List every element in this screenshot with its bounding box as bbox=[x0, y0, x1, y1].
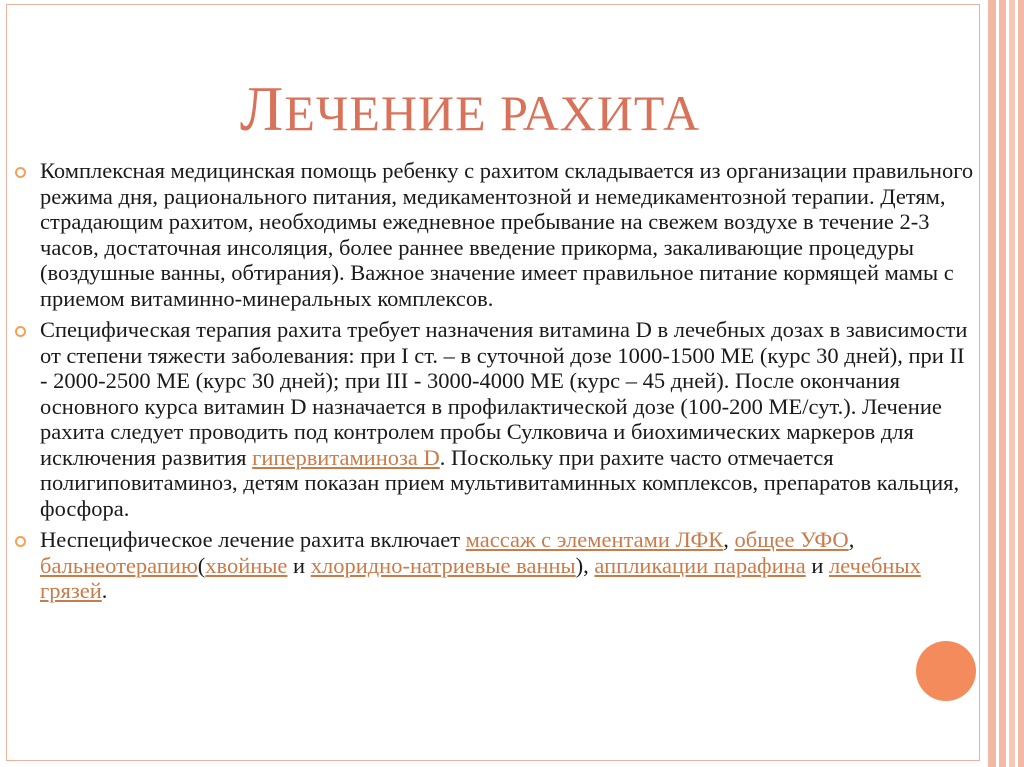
link-mud-therapy[interactable]: лечебных грязей bbox=[40, 552, 921, 603]
link-paraffin[interactable]: аппликации парафина bbox=[594, 552, 806, 578]
decorative-circle bbox=[916, 641, 976, 701]
paragraph-2-text-after: . Поскольку при рахите часто отмечается полигиповитаминоз, детям показан прием мультивитаминных комплексов, препаратов кальция, фосфора. bbox=[40, 444, 960, 521]
separator-and-1: и bbox=[287, 552, 311, 578]
decorative-stripes bbox=[984, 0, 1024, 767]
paragraph-1-text: Комплексная медицинская помощь ребенку с рахитом складывается из организации правильного режима дня, рационального питания, медикаментозной и немедикаментозной терапии. Детям, страдающим рахитом, необходимы ежедневное пребывание на свежем воздухе в течение 2-3 часов, достаточная инсоляция, более раннее введение прикорма, закаливающие процедуры (воздушные ванны, обтирания). Важное значение имеет правильное питание кормящей мамы с приемом витаминно-минеральных комплексов. bbox=[40, 158, 974, 311]
title-rest: ЕЧЕНИЕ РАХИТА bbox=[284, 85, 701, 141]
paragraph-2-text-before: Специфическая терапия рахита требует назначения витамина D в лечебных дозах в зависимости от степени тяжести заболевания: при I ст. – в суточной дозе 1000-1500 МЕ (курс 30 дней), при II - 2000-2500 МЕ (курс 30 дней); при III - 3000-4000 МЕ (курс – 45 дней). После окончания основного курса витамин D назначается в профилактической дозе (100-200 МЕ/сут.). Лечение рахита следует проводить под контролем пробы Сулковича и биохимических маркеров для исключения развития bbox=[40, 317, 968, 470]
link-balneotherapy[interactable]: бальнеотерапию bbox=[40, 552, 198, 578]
bullet-paragraph-3 bbox=[14, 527, 974, 604]
title-first-letter: Л bbox=[239, 73, 285, 144]
separator-and-2: и bbox=[805, 552, 829, 578]
separator-paren-close: ), bbox=[575, 552, 595, 578]
bullet-circle-icon bbox=[15, 167, 26, 178]
link-hypervitaminosis[interactable]: гипервитаминоза D bbox=[252, 444, 440, 470]
bullet-paragraph-2 bbox=[14, 317, 974, 521]
link-massage[interactable]: массаж с элементами ЛФК bbox=[465, 527, 724, 552]
paragraph-3-intro: Неспецифическое лечение рахита включает bbox=[40, 527, 466, 552]
slide-content bbox=[14, 158, 974, 610]
slide-title bbox=[0, 72, 940, 146]
bullet-circle-icon bbox=[15, 326, 26, 337]
link-uv-therapy[interactable]: общее УФО bbox=[734, 527, 849, 552]
bullet-circle-icon bbox=[15, 536, 26, 547]
separator-comma-2: , bbox=[848, 527, 855, 552]
bullet-paragraph-1 bbox=[14, 158, 974, 311]
separator-comma-1: , bbox=[723, 527, 735, 552]
link-conifer-baths[interactable]: хвойные bbox=[205, 552, 288, 578]
link-chloride-baths[interactable]: хлоридно-натриевые ванны bbox=[310, 552, 576, 578]
separator-period: . bbox=[101, 578, 108, 603]
separator-paren-open: ( bbox=[197, 552, 206, 578]
